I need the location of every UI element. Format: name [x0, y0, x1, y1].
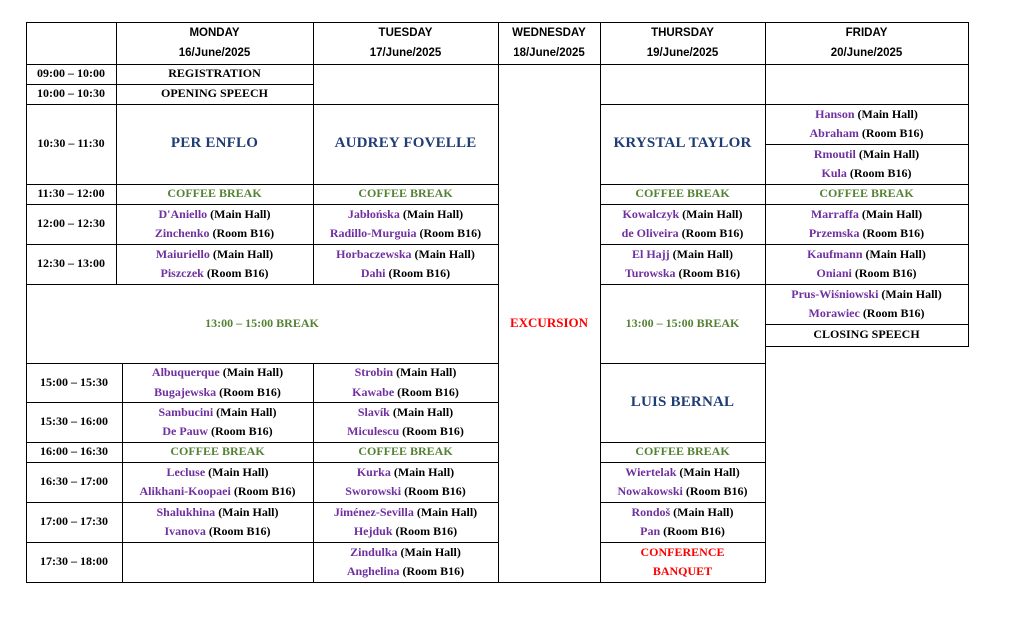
room-main-hall: (Main Hall) [411, 246, 475, 261]
session-fri-1030a [765, 104, 968, 144]
room-main-hall: (Main Hall) [215, 504, 279, 519]
session-thu-1230-line [625, 264, 740, 284]
room-b16: (Room B16) [416, 226, 482, 240]
speaker-name: Nowakowski [617, 484, 683, 498]
header-fri-line [831, 43, 903, 63]
plenary-speaker: KRYSTAL TAYLOR [613, 135, 752, 152]
room-b16: (Room B16) [399, 564, 465, 578]
day-name: TUESDAY [378, 27, 433, 39]
session-tue-1500-line [352, 383, 459, 403]
coffee-break-pm-tue [313, 442, 498, 462]
coffee-break-pm-mon [122, 442, 313, 462]
session-thu-1630 [600, 462, 765, 502]
time-label: 16:30 – 17:00 [40, 474, 108, 489]
day-date: 20/June/2025 [830, 47, 903, 59]
session-thu-1700-line [640, 522, 725, 542]
speaker-name: Zinchenko [154, 226, 210, 240]
time-slot-t1530 [26, 402, 122, 442]
speaker-name: Kaufmann [807, 246, 863, 261]
time-label: 16:00 – 16:30 [40, 444, 108, 459]
banquet-label: BANQUET [652, 564, 713, 578]
session-tue-1700-line [354, 522, 457, 542]
time-slot-t1200-line [37, 214, 105, 234]
room-b16: (Room B16) [660, 524, 725, 538]
speaker-name: Maiuriello [155, 246, 210, 261]
session-mon-1500-line [152, 363, 283, 383]
speaker-name: D'Aniello [158, 206, 208, 221]
time-slot-t1700 [26, 502, 122, 542]
session-fri-1200 [765, 204, 968, 244]
room-main-hall: (Main Hall) [858, 206, 923, 221]
time-slot-t1730 [26, 542, 122, 582]
time-label: 15:30 – 16:00 [40, 414, 108, 429]
header-fri-line [846, 23, 888, 43]
time-label: 11:30 – 12:00 [37, 186, 105, 201]
lunch-break-mon-tue-line [205, 313, 319, 334]
day-date: 18/June/2025 [513, 47, 585, 59]
session-mon-1500-line [154, 383, 281, 403]
day-name: WEDNESDAY [512, 27, 586, 39]
session-tue-1500-line [355, 363, 457, 383]
time-slot-t1030 [26, 104, 116, 184]
day-date: 17/June/2025 [369, 47, 442, 59]
lunch-break-thu-line [626, 313, 740, 334]
speaker-name: Ivanova [164, 524, 206, 538]
coffee-break-am-mon [116, 184, 313, 204]
speaker-name: Prus-Wiśniowski [791, 286, 879, 301]
session-tue-1700 [313, 502, 498, 542]
time-slot-t1530-line [40, 412, 108, 432]
speaker-name: Alikhani-Koopaei [139, 484, 231, 498]
closing-label: CLOSING SPEECH [813, 327, 920, 342]
time-slot-t1630 [26, 462, 122, 502]
session-thu-1200-line [622, 224, 744, 244]
room-b16: (Room B16) [394, 384, 459, 399]
room-main-hall: (Main Hall) [679, 206, 743, 221]
speaker-name: Hejduk [353, 524, 393, 538]
coffee-break-am-tue-line [358, 184, 452, 204]
header-fri [765, 22, 968, 64]
session-tue-1630-line [345, 482, 465, 502]
time-slot-t1700-line [40, 512, 108, 532]
session-mon-1230-line [161, 264, 269, 284]
speaker-name: Dahi [360, 266, 386, 280]
session-fri-1230-line [816, 264, 916, 284]
session-fri-1200-line [811, 205, 922, 225]
table-rule [968, 22, 969, 65]
room-b16: (Room B16) [851, 266, 917, 280]
session-fri-1200-line [809, 224, 924, 244]
time-slot-t1630-line [40, 472, 108, 492]
session-tue-1200-line [348, 205, 463, 225]
closing-speech-line [813, 325, 919, 345]
session-fri-1300-line [809, 304, 925, 324]
coffee-break-am-thu-line [635, 184, 729, 204]
time-slot-t1730-line [40, 552, 108, 572]
room-main-hall: (Main Hall) [390, 464, 455, 479]
coffee-break-label: COFFEE BREAK [358, 444, 453, 459]
time-label: 09:00 – 10:00 [37, 66, 105, 81]
coffee-break-pm-tue-line [358, 442, 452, 462]
coffee-break-pm-mon-line [170, 442, 264, 462]
room-b16: (Room B16) [846, 166, 912, 180]
registration [116, 64, 313, 84]
session-thu-1230-line [632, 245, 733, 265]
speaker-name: de Oliveira [621, 226, 679, 240]
table-rule [765, 346, 969, 347]
time-label: 10:30 – 11:30 [37, 136, 105, 151]
speaker-name: Slavík [357, 404, 390, 419]
session-thu-1200-line [623, 205, 743, 225]
session-fri-1300-line [791, 285, 941, 305]
room-b16: (Room B16) [678, 226, 744, 240]
speaker-name: Sambucini [158, 404, 214, 419]
session-mon-1700-line [156, 503, 278, 523]
header-wed-line [512, 23, 586, 43]
time-slot-t1600 [26, 442, 122, 462]
closing-speech [765, 324, 968, 346]
excursion [498, 64, 600, 582]
session-mon-1230-line [156, 245, 273, 265]
time-slot-t1600-line [40, 442, 108, 462]
header-wed-line [513, 43, 585, 63]
room-b16: (Room B16) [205, 524, 271, 538]
time-label: 12:00 – 12:30 [37, 216, 105, 231]
time-slot-t1130 [26, 184, 116, 204]
session-tue-1700-line [334, 503, 477, 523]
plenary-thu-pm-line [631, 393, 734, 413]
session-tue-1730-line [350, 543, 461, 563]
room-main-hall: (Main Hall) [389, 404, 454, 419]
speaker-name: Morawiec [808, 306, 860, 320]
session-mon-1530-line [162, 422, 272, 442]
session-mon-1500 [122, 363, 313, 402]
room-b16: (Room B16) [208, 424, 273, 438]
lunch-break-label: 13:00 – 15:00 BREAK [625, 316, 740, 331]
session-mon-1700 [122, 502, 313, 542]
plenary-tue [313, 104, 498, 184]
header-mon-line [179, 43, 251, 63]
registration-line [168, 64, 260, 84]
speaker-name: De Pauw [162, 424, 208, 438]
session-mon-1630-line [167, 463, 269, 483]
speaker-name: Kurka [356, 464, 391, 479]
session-tue-1730-line [347, 562, 464, 582]
coffee-break-label: COFFEE BREAK [167, 186, 262, 201]
lunch-break-label: 13:00 – 15:00 BREAK [205, 316, 319, 331]
session-fri-1300 [765, 284, 968, 324]
session-fri-1030b-line [821, 164, 911, 184]
session-fri-1030a-line [815, 105, 918, 125]
session-tue-1530-line [358, 403, 453, 423]
speaker-name: Przemska [808, 226, 860, 240]
room-b16: (Room B16) [399, 424, 464, 438]
day-name: FRIDAY [845, 27, 888, 39]
coffee-break-am-mon-line [167, 184, 261, 204]
coffee-break-label: COFFEE BREAK [170, 444, 265, 459]
day-date: 19/June/2025 [646, 47, 719, 59]
session-fri-1030a-line [809, 124, 923, 144]
room-b16: (Room B16) [401, 484, 466, 498]
coffee-break-am-tue [313, 184, 498, 204]
room-main-hall: (Main Hall) [862, 246, 926, 261]
room-main-hall: (Main Hall) [413, 504, 478, 519]
conference-banquet [600, 542, 765, 582]
room-main-hall: (Main Hall) [207, 206, 271, 221]
speaker-name: Miculescu [347, 424, 400, 438]
session-mon-1230 [116, 244, 313, 284]
time-slot-t1000-line [37, 84, 105, 104]
plenary-speaker: LUIS BERNAL [630, 393, 735, 410]
coffee-break-label: COFFEE BREAK [819, 186, 914, 201]
room-main-hall: (Main Hall) [393, 365, 457, 379]
plenary-speaker: AUDREY FOVELLE [334, 135, 477, 152]
day-date: 16/June/2025 [178, 47, 251, 59]
session-fri-1030b-line [814, 145, 919, 165]
speaker-name: El Hajj [632, 246, 670, 261]
table-rule [26, 22, 27, 65]
time-slot-t1230-line [37, 254, 105, 274]
time-slot-t0900 [26, 64, 116, 84]
room-main-hall: (Main Hall) [213, 404, 277, 419]
room-b16: (Room B16) [230, 484, 296, 498]
session-mon-1530-line [158, 403, 276, 423]
header-thu-line [647, 43, 719, 63]
session-tue-1730 [313, 542, 498, 582]
banquet-label: CONFERENCE [640, 544, 725, 559]
session-tue-1200-line [330, 224, 481, 244]
room-main-hall: (Main Hall) [878, 286, 942, 301]
session-fri-1030b [765, 144, 968, 184]
speaker-name: Kowalczyk [622, 206, 680, 221]
time-slot-t1500 [26, 363, 122, 402]
coffee-break-pm-thu [600, 442, 765, 462]
session-thu-1630-line [617, 482, 747, 502]
plenary-thu-line [613, 134, 751, 154]
room-main-hall: (Main Hall) [399, 206, 464, 221]
speaker-name: Strobin [354, 365, 394, 379]
speaker-name: Abraham [809, 126, 859, 140]
speaker-name: Shalukhina [156, 504, 216, 519]
speaker-name: Rondoš [631, 504, 671, 519]
speaker-name: Marraffa [810, 206, 859, 221]
session-tue-1630-line [357, 463, 454, 483]
plenary-speaker: PER ENFLO [170, 135, 259, 152]
plenary-thu [600, 104, 765, 184]
session-mon-1630 [122, 462, 313, 502]
registration-label: REGISTRATION [168, 66, 261, 81]
coffee-break-label: COFFEE BREAK [635, 186, 730, 201]
speaker-name: Rmoutil [813, 146, 856, 161]
room-main-hall: (Main Hall) [397, 544, 461, 559]
speaker-name: Wiertelak [625, 464, 677, 479]
coffee-break-am-fri-line [819, 184, 913, 204]
session-tue-1500 [313, 363, 498, 402]
opening-label: OPENING SPEECH [160, 86, 268, 101]
speaker-name: Anghelina [346, 564, 400, 578]
session-thu-1200 [600, 204, 765, 244]
session-tue-1230-line [336, 245, 475, 265]
time-slot-t1500-line [40, 373, 108, 393]
lunch-break-mon-tue [26, 284, 498, 363]
room-main-hall: (Main Hall) [676, 464, 740, 479]
speaker-name: Lecluse [166, 464, 206, 479]
room-main-hall: (Main Hall) [855, 146, 920, 161]
table-rule [968, 64, 969, 347]
header-mon-line [189, 23, 239, 43]
session-fri-1230-line [807, 245, 926, 265]
session-mon-1530 [122, 402, 313, 442]
speaker-name: Jiménez-Sevilla [333, 504, 414, 519]
session-tue-1230 [313, 244, 498, 284]
time-slot-t1230 [26, 244, 116, 284]
speaker-name: Piszczek [160, 266, 204, 280]
room-main-hall: (Main Hall) [219, 365, 284, 379]
time-label: 17:00 – 17:30 [40, 514, 108, 529]
speaker-name: Zindulka [350, 544, 398, 559]
header-tue [313, 22, 498, 64]
coffee-break-am-thu [600, 184, 765, 204]
time-slot-t1200 [26, 204, 116, 244]
session-mon-1200-line [155, 224, 274, 244]
room-main-hall: (Main Hall) [669, 246, 733, 261]
time-slot-t0900-line [37, 64, 105, 84]
speaker-name: Pan [640, 524, 661, 538]
plenary-mon-line [171, 134, 258, 154]
room-b16: (Room B16) [675, 266, 741, 280]
speaker-name: Kawabe [352, 384, 395, 399]
time-slot-t1000 [26, 84, 116, 104]
speaker-name: Radillo-Murguia [329, 226, 417, 240]
room-b16: (Room B16) [385, 266, 451, 280]
room-main-hall: (Main Hall) [205, 464, 269, 479]
room-b16: (Room B16) [209, 226, 275, 240]
session-tue-1530 [313, 402, 498, 442]
time-label: 15:00 – 15:30 [40, 374, 108, 389]
session-thu-1630-line [625, 463, 739, 483]
header-tue-line [379, 23, 433, 43]
speaker-name: Sworowski [345, 484, 402, 498]
coffee-break-label: COFFEE BREAK [358, 186, 453, 201]
plenary-mon [116, 104, 313, 184]
time-slot-t1030-line [37, 134, 104, 154]
session-fri-1230 [765, 244, 968, 284]
time-label: 10:00 – 10:30 [37, 86, 105, 101]
header-wed [498, 22, 600, 64]
header-tue-line [370, 43, 442, 63]
speaker-name: Hanson [815, 106, 855, 121]
conference-banquet-line [640, 543, 724, 563]
coffee-break-am-fri [765, 184, 968, 204]
room-main-hall: (Main Hall) [209, 246, 274, 261]
time-label: 12:30 – 13:00 [37, 256, 105, 271]
room-b16: (Room B16) [859, 306, 925, 320]
room-b16: (Room B16) [216, 384, 281, 399]
plenary-thu-pm [600, 363, 765, 442]
speaker-name: Albuquerque [151, 365, 220, 379]
speaker-name: Horbaczewska [336, 246, 412, 261]
speaker-name: Kula [821, 166, 847, 180]
session-tue-1230-line [361, 264, 450, 284]
session-tue-1630 [313, 462, 498, 502]
room-b16: (Room B16) [203, 266, 269, 280]
conference-banquet-line [653, 562, 712, 582]
room-b16: (Room B16) [392, 524, 458, 538]
session-tue-1200 [313, 204, 498, 244]
session-mon-1200-line [159, 205, 271, 225]
room-b16: (Room B16) [858, 126, 924, 140]
plenary-tue-line [335, 134, 477, 154]
room-main-hall: (Main Hall) [854, 106, 918, 121]
time-label: 17:30 – 18:00 [40, 554, 108, 569]
header-thu-line [651, 23, 714, 43]
session-thu-1230 [600, 244, 765, 284]
excursion-line [510, 313, 588, 333]
session-tue-1530-line [347, 422, 464, 442]
day-name: THURSDAY [651, 27, 714, 39]
opening-speech [116, 84, 313, 104]
day-name: MONDAY [189, 27, 240, 39]
room-b16: (Room B16) [682, 484, 748, 498]
session-thu-1700 [600, 502, 765, 542]
excursion-label: EXCURSION [509, 315, 588, 331]
lunch-break-thu [600, 284, 765, 363]
session-mon-1200 [116, 204, 313, 244]
table-rule [26, 582, 766, 583]
time-slot-t1130-line [37, 184, 104, 204]
header-mon [116, 22, 313, 64]
session-mon-1630-line [139, 482, 295, 502]
speaker-name: Jabłońska [347, 206, 400, 221]
opening-speech-line [161, 84, 268, 104]
coffee-break-pm-thu-line [635, 442, 729, 462]
speaker-name: Oniani [816, 266, 852, 280]
speaker-name: Turowska [624, 266, 676, 280]
coffee-break-label: COFFEE BREAK [635, 444, 730, 459]
header-thu [600, 22, 765, 64]
room-b16: (Room B16) [859, 226, 925, 240]
room-main-hall: (Main Hall) [670, 504, 734, 519]
session-thu-1700-line [631, 503, 733, 523]
speaker-name: Bugajewska [154, 384, 217, 399]
session-mon-1700-line [164, 522, 270, 542]
